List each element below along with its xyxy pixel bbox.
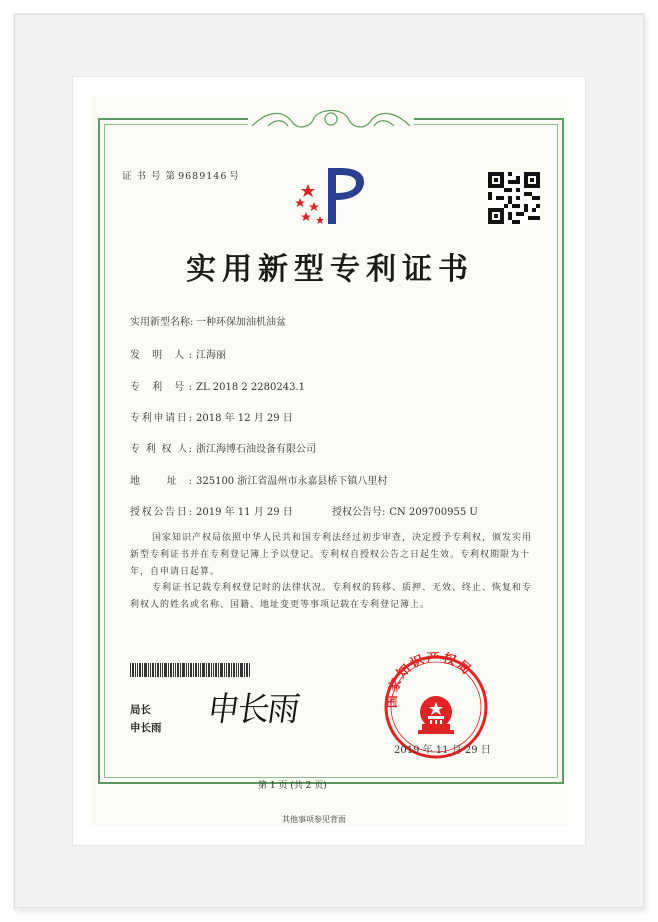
field-patentee bbox=[130, 440, 316, 455]
field-patent-no-label: 专 利 号: bbox=[130, 382, 192, 393]
certificate-number-value: 9689146 bbox=[178, 171, 228, 182]
field-inventor bbox=[130, 346, 226, 361]
body-paragraph-2: 专利证书记载专利权登记时的法律状况。专利权的转移、质押、无效、终止、恢复和专利权人的姓名或名称、国籍、地址变更等事项记载在专利登记簿上。 bbox=[130, 583, 533, 610]
certificate-number-label: 证 书 号 第 bbox=[122, 171, 177, 182]
field-grant-date-label: 授权公告日: bbox=[130, 507, 192, 518]
field-patent-no bbox=[130, 378, 305, 393]
field-patentee-label: 专 利 权 人: bbox=[130, 444, 192, 455]
certificate-number-suffix: 号 bbox=[229, 171, 240, 182]
director-signature: 申长雨 bbox=[204, 689, 301, 730]
field-name bbox=[130, 313, 286, 328]
page-number: 第 1 页 (共 2 页) bbox=[258, 781, 327, 791]
field-address-value: 325100 浙江省温州市永嘉县桥下镇八里村 bbox=[196, 476, 388, 487]
director-name-label: 申长雨 bbox=[130, 722, 162, 734]
seal-text: 国家知识产权局 bbox=[384, 652, 475, 709]
field-patent-no-value: ZL 2018 2 2280243.1 bbox=[196, 382, 306, 393]
cnipa-logo-icon bbox=[288, 164, 370, 230]
border-ornament bbox=[248, 106, 414, 132]
certificate-title: 实用新型专利证书 bbox=[186, 252, 474, 287]
field-grant-date bbox=[130, 503, 293, 518]
barcode-icon bbox=[130, 662, 250, 676]
field-inventor-value: 江海丽 bbox=[196, 350, 226, 361]
field-grant-no bbox=[332, 503, 478, 518]
field-grant-date-value: 2019 年 11 月 29 日 bbox=[196, 507, 293, 518]
field-filing-date bbox=[130, 409, 293, 424]
footer-note: 其他事项参见背面 bbox=[282, 815, 346, 824]
field-filing-date-label: 专利申请日: bbox=[130, 413, 192, 424]
qr-code-icon bbox=[488, 172, 540, 224]
seal-date: 2019 年 11 月 29 日 bbox=[394, 745, 491, 756]
field-inventor-label: 发 明 人: bbox=[130, 350, 192, 361]
certificate-number bbox=[120, 168, 240, 182]
field-filing-date-value: 2018 年 12 月 29 日 bbox=[196, 413, 293, 424]
field-name-label: 实用新型名称: bbox=[130, 317, 194, 328]
field-name-value: 一种环保加油机油盆 bbox=[196, 317, 286, 328]
field-address-label: 地 址: bbox=[130, 476, 192, 487]
field-grant-no-label: 授权公告号: bbox=[332, 507, 386, 518]
director-label: 局长 bbox=[130, 704, 151, 716]
body-paragraph-1: 国家知识产权局依照中华人民共和国专利法经过初步审查，决定授予专利权，颁发实用新型专利证书并在专利登记簿上予以登记。专利权自授权公告之日起生效。专利权期限为十年，自申请日起算。 bbox=[130, 533, 533, 577]
field-grant-no-value: CN 209700955 U bbox=[389, 507, 478, 518]
field-patentee-value: 浙江海博石油设备有限公司 bbox=[196, 444, 316, 455]
field-address bbox=[130, 472, 387, 487]
